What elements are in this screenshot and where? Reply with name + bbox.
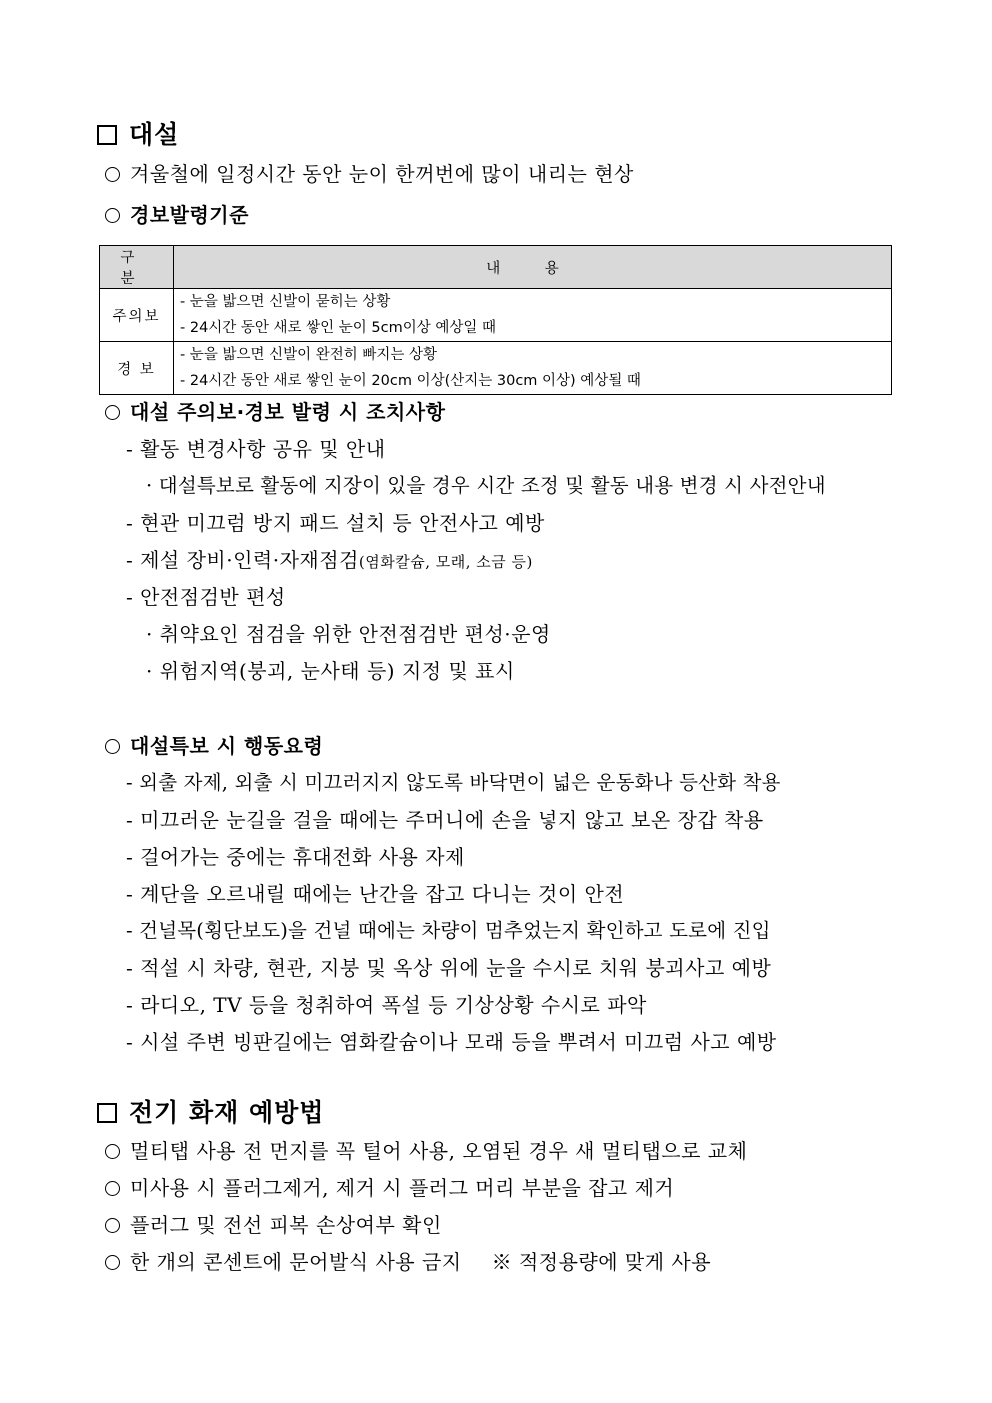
table-header-row [100, 246, 892, 289]
list-item: · 위험지역(붕괴, 눈사태 등) 지정 및 표시 [146, 659, 515, 683]
list-item: - 안전점검반 편성 [126, 585, 286, 609]
list-item: - 라디오, TV 등을 청취하여 폭설 등 기상상황 수시로 파악 [126, 993, 647, 1017]
table-cell-content [174, 342, 892, 395]
list-item: 미사용 시 플러그제거, 제거 시 플러그 머리 부분을 잡고 제거 [105, 1172, 674, 1201]
criteria-heading: 경보발령기준 [105, 199, 249, 228]
definition-line: 겨울철에 일정시간 동안 눈이 한꺼번에 많이 내리는 현상 [105, 158, 634, 187]
list-item: · 취약요인 점검을 위한 안전점검반 편성·운영 [146, 622, 551, 646]
list-item: 멀티탭 사용 전 먼지를 꼭 털어 사용, 오염된 경우 새 멀티탭으로 교체 [105, 1135, 747, 1164]
table-row [100, 289, 892, 342]
circle-bullet-icon [105, 739, 120, 754]
checkbox-square-icon [97, 1103, 117, 1123]
circle-bullet-icon [105, 1255, 120, 1270]
list-item: - 제설 장비·인력·자재점검(염화칼슘, 모래, 소금 등) [126, 548, 533, 572]
circle-bullet-icon [105, 167, 120, 182]
table-header-category: 구 분 [100, 246, 174, 289]
table-cell-line: - 눈을 밟으면 신발이 완전히 빠지는 상황 [180, 347, 437, 363]
measures-heading: 대설 주의보·경보 발령 시 조치사항 [105, 396, 445, 425]
criteria-table [99, 245, 892, 395]
section-heading-electric-fire: 전기 화재 예방법 [97, 1093, 324, 1129]
list-item: · 대설특보로 활동에 지장이 있을 경우 시간 조정 및 활동 내용 변경 시 사전안내 [146, 474, 826, 497]
table-header-content: 내 용 [174, 246, 892, 289]
list-item: - 미끄러운 눈길을 걸을 때에는 주머니에 손을 넣지 않고 보온 장갑 착용 [126, 808, 764, 832]
list-item: 플러그 및 전선 피복 손상여부 확인 [105, 1209, 442, 1238]
table-cell-line: - 눈을 밟으면 신발이 묻히는 상황 [180, 294, 391, 310]
circle-bullet-icon [105, 1181, 120, 1196]
list-item: - 적설 시 차량, 현관, 지붕 및 옥상 위에 눈을 수시로 치워 붕괴사고 예방 [126, 956, 772, 980]
table-cell-line: - 24시간 동안 새로 쌓인 눈이 5cm이상 예상일 때 [180, 320, 496, 336]
circle-bullet-icon [105, 208, 120, 223]
list-item: - 현관 미끄럼 방지 패드 설치 등 안전사고 예방 [126, 511, 545, 535]
list-item: - 외출 자제, 외출 시 미끄러지지 않도록 바닥면이 넓은 운동화나 등산화 착용 [126, 771, 781, 794]
list-item: - 계단을 오르내릴 때에는 난간을 잡고 다니는 것이 안전 [126, 882, 625, 906]
note-text: ※ 적정용량에 맞게 사용 [491, 1250, 712, 1274]
table-cell-category: 경 보 [100, 342, 174, 395]
checkbox-square-icon [97, 125, 117, 145]
list-item: - 시설 주변 빙판길에는 염화칼슘이나 모래 등을 뿌려서 미끄럼 사고 예방 [126, 1030, 777, 1054]
section-heading-snow: 대설 [97, 115, 179, 151]
list-item: 한 개의 콘센트에 문어발식 사용 금지 ※ 적정용량에 맞게 사용 [105, 1246, 711, 1275]
table-row [100, 342, 892, 395]
actions-heading: 대설특보 시 행동요령 [105, 730, 323, 759]
list-item: - 걸어가는 중에는 휴대전화 사용 자제 [126, 845, 465, 869]
table-cell-category: 주의보 [100, 289, 174, 342]
table-cell-line: - 24시간 동안 새로 쌓인 눈이 20cm 이상(산지는 30cm 이상) 예상될 때 [180, 373, 641, 389]
circle-bullet-icon [105, 1144, 120, 1159]
circle-bullet-icon [105, 1218, 120, 1233]
list-item: - 활동 변경사항 공유 및 안내 [126, 437, 386, 461]
table-cell-content [174, 289, 892, 342]
circle-bullet-icon [105, 405, 120, 420]
list-item: - 건널목(횡단보도)을 건널 때에는 차량이 멈추었는지 확인하고 도로에 진입 [126, 919, 771, 942]
